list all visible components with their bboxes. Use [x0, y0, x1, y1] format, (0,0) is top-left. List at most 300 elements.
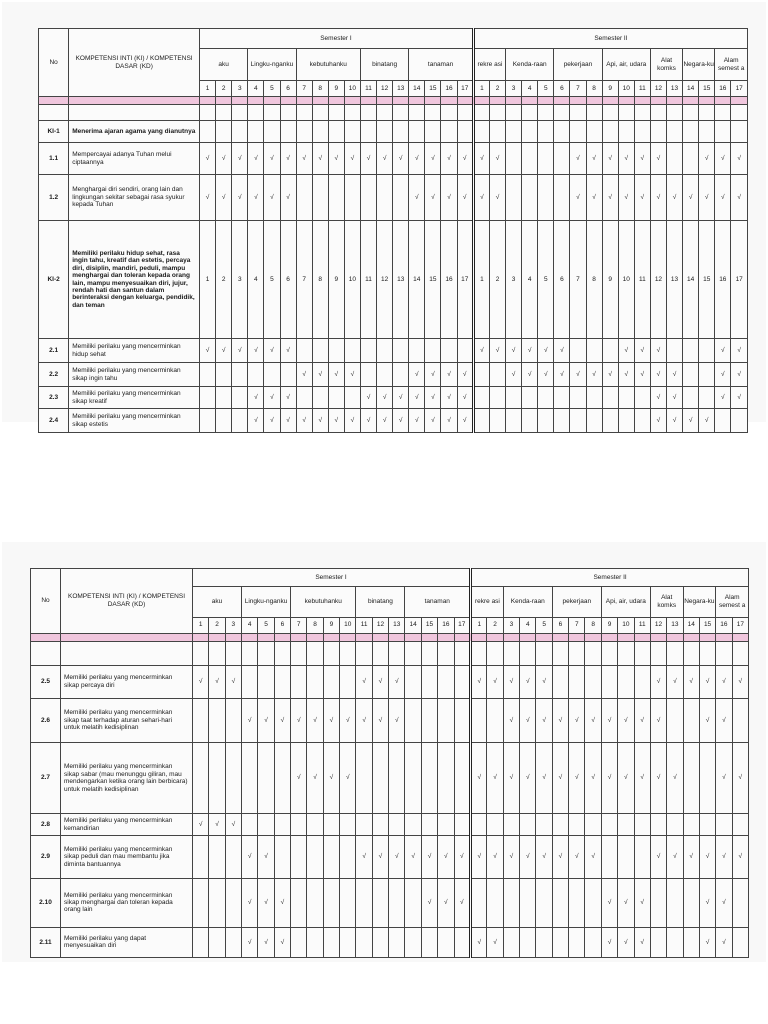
checkmark-cell: √ [280, 175, 296, 221]
checkmark-cell: √ [389, 666, 405, 698]
checkmark-cell: √ [216, 143, 232, 175]
week-number-header: 5 [258, 617, 274, 633]
empty-cell [634, 409, 650, 433]
checkmark-cell: √ [732, 666, 749, 698]
theme-header: rekre asi [471, 587, 504, 617]
checkmark-cell: √ [264, 175, 280, 221]
checkmark-cell: √ [280, 143, 296, 175]
checkmark-cell: √ [570, 143, 586, 175]
competency-number: 2.3 [39, 387, 69, 409]
competency-description: Memiliki perilaku yang mencerminkan sikap percaya diri [61, 666, 193, 698]
empty-cell [601, 666, 617, 698]
empty-cell [570, 409, 586, 433]
checkmark-cell: √ [421, 878, 437, 927]
checkmark-cell: √ [409, 175, 425, 221]
empty-cell [554, 409, 570, 433]
empty-cell [225, 698, 241, 743]
theme-header: rekre asi [473, 49, 505, 81]
checkmark-cell: √ [307, 698, 323, 743]
checkmark-cell: √ [409, 143, 425, 175]
week-number-cell: 16 [441, 221, 457, 339]
checkmark-cell: √ [715, 387, 731, 409]
week-number-header: 13 [389, 617, 405, 633]
checkmark-cell: √ [699, 409, 715, 433]
empty-cell [473, 409, 489, 433]
theme-header: binatang [356, 587, 405, 617]
week-number-cell: 13 [666, 221, 682, 339]
week-number-cell: 1 [473, 221, 489, 339]
week-number-header: 13 [393, 81, 409, 97]
blank-row [39, 105, 748, 121]
empty-cell [312, 339, 328, 363]
empty-cell [216, 121, 232, 143]
empty-cell [585, 666, 601, 698]
checkmark-cell: √ [634, 339, 650, 363]
checkmark-cell: √ [248, 409, 264, 433]
empty-cell [307, 878, 323, 927]
empty-cell [340, 878, 356, 927]
empty-cell [520, 814, 536, 836]
empty-cell [585, 814, 601, 836]
week-number-header: 13 [667, 617, 683, 633]
empty-cell [522, 175, 538, 221]
checkmark-cell: √ [360, 143, 376, 175]
checkmark-cell: √ [409, 363, 425, 387]
empty-cell [372, 878, 388, 927]
checkmark-cell: √ [503, 666, 519, 698]
empty-cell [377, 363, 393, 387]
empty-cell [683, 743, 699, 814]
empty-cell [393, 175, 409, 221]
empty-cell [344, 121, 360, 143]
week-number-cell: 14 [683, 221, 699, 339]
empty-cell [471, 698, 487, 743]
checkmark-cell: √ [425, 363, 441, 387]
checkmark-cell: √ [344, 363, 360, 387]
empty-cell [699, 363, 715, 387]
empty-cell [296, 339, 312, 363]
empty-cell [328, 339, 344, 363]
empty-cell [372, 927, 388, 957]
checkmark-cell: √ [296, 409, 312, 433]
empty-cell [471, 814, 487, 836]
checkmark-cell: √ [586, 175, 602, 221]
competency-number: 2.11 [31, 927, 61, 957]
week-number-header: 2 [216, 81, 232, 97]
week-number-cell: 6 [554, 221, 570, 339]
empty-cell [409, 339, 425, 363]
empty-cell [618, 814, 634, 836]
week-number-header: 14 [409, 81, 425, 97]
empty-cell [291, 666, 307, 698]
week-number-cell: 8 [312, 221, 328, 339]
week-number-header: 7 [570, 81, 586, 97]
week-number-header: 17 [731, 81, 748, 97]
checkmark-cell: √ [340, 743, 356, 814]
week-number-header: 11 [360, 81, 376, 97]
checkmark-cell: √ [538, 363, 554, 387]
empty-cell [650, 814, 666, 836]
checkmark-cell: √ [650, 387, 666, 409]
week-number-header: 8 [312, 81, 328, 97]
empty-cell [536, 878, 552, 927]
empty-cell [377, 121, 393, 143]
checkmark-cell: √ [441, 387, 457, 409]
week-number-header: 2 [489, 81, 505, 97]
empty-cell [405, 743, 421, 814]
week-number-header: 7 [296, 81, 312, 97]
empty-cell [503, 878, 519, 927]
checkmark-cell: √ [258, 927, 274, 957]
week-number-header: 7 [569, 617, 585, 633]
checkmark-cell: √ [731, 363, 748, 387]
empty-cell [312, 121, 328, 143]
checkmark-cell: √ [650, 363, 666, 387]
empty-cell [618, 836, 634, 879]
checkmark-cell: √ [471, 836, 487, 879]
empty-cell [602, 339, 618, 363]
checkmark-cell: √ [473, 143, 489, 175]
empty-cell [209, 836, 225, 879]
empty-cell [586, 387, 602, 409]
empty-cell [585, 927, 601, 957]
empty-cell [667, 814, 683, 836]
checkmark-cell: √ [634, 143, 650, 175]
checkmark-cell: √ [699, 143, 715, 175]
checkmark-cell: √ [312, 409, 328, 433]
checkmark-cell: √ [601, 743, 617, 814]
empty-cell [538, 387, 554, 409]
checkmark-cell: √ [457, 387, 473, 409]
empty-cell [405, 666, 421, 698]
empty-cell [506, 387, 522, 409]
theme-header: kebutuhanku [296, 49, 360, 81]
empty-cell [569, 927, 585, 957]
checkmark-cell: √ [731, 175, 748, 221]
highlight-row [31, 633, 749, 641]
empty-cell [618, 666, 634, 698]
empty-cell [405, 927, 421, 957]
empty-cell [552, 878, 568, 927]
competency-number: 2.8 [31, 814, 61, 836]
week-number-header: 16 [441, 81, 457, 97]
checkmark-cell: √ [487, 836, 503, 879]
checkmark-cell: √ [536, 836, 552, 879]
empty-cell [522, 387, 538, 409]
empty-cell [602, 409, 618, 433]
empty-cell [666, 143, 682, 175]
week-number-header: 7 [291, 617, 307, 633]
week-number-header: 11 [634, 81, 650, 97]
competency-row [39, 143, 748, 175]
week-number-cell: 9 [602, 221, 618, 339]
empty-cell [487, 698, 503, 743]
checkmark-cell: √ [441, 143, 457, 175]
empty-cell [683, 363, 699, 387]
checkmark-cell: √ [209, 814, 225, 836]
competency-description: Memiliki perilaku yang mencerminkan sikap menghargai dan toleran kepada orang lain [61, 878, 193, 927]
week-number-header: 15 [425, 81, 441, 97]
empty-cell [232, 363, 248, 387]
week-number-cell: 3 [232, 221, 248, 339]
checkmark-cell: √ [425, 143, 441, 175]
competency-description: Menghargai diri sendiri, orang lain dan lingkungan sekitar sebagai rasa syukur kepada Tuhan [69, 175, 200, 221]
checkmark-cell: √ [634, 743, 650, 814]
empty-cell [732, 698, 749, 743]
empty-cell [634, 121, 650, 143]
empty-cell [372, 814, 388, 836]
week-number-header: 17 [454, 617, 471, 633]
checkmark-cell: √ [503, 836, 519, 879]
empty-cell [683, 143, 699, 175]
empty-cell [296, 121, 312, 143]
empty-cell [732, 927, 749, 957]
empty-cell [393, 339, 409, 363]
checkmark-cell: √ [473, 339, 489, 363]
empty-cell [200, 121, 216, 143]
empty-cell [274, 666, 290, 698]
checkmark-cell: √ [536, 743, 552, 814]
week-number-header: 3 [506, 81, 522, 97]
checkmark-cell: √ [520, 698, 536, 743]
checkmark-cell: √ [666, 175, 682, 221]
checkmark-cell: √ [438, 836, 454, 879]
empty-cell [193, 743, 209, 814]
competency-description: Memiliki perilaku yang mencerminkan sikap sabar (mau menunggu giliran, mau mendengarkan ketika orang lain berbicara) untuk melatih kedisiplinan [61, 743, 193, 814]
competency-row [39, 339, 748, 363]
empty-cell [602, 387, 618, 409]
checkmark-cell: √ [634, 927, 650, 957]
theme-header: Lingku-nganku [248, 49, 296, 81]
empty-cell [209, 698, 225, 743]
checkmark-cell: √ [216, 339, 232, 363]
empty-cell [389, 878, 405, 927]
empty-cell [242, 666, 258, 698]
empty-cell [216, 363, 232, 387]
empty-cell [389, 814, 405, 836]
empty-cell [421, 814, 437, 836]
checkmark-cell: √ [618, 927, 634, 957]
empty-cell [372, 743, 388, 814]
checkmark-cell: √ [715, 363, 731, 387]
week-number-header: 6 [274, 617, 290, 633]
checkmark-cell: √ [425, 175, 441, 221]
week-number-header: 1 [200, 81, 216, 97]
week-number-header: 17 [457, 81, 473, 97]
empty-cell [328, 387, 344, 409]
theme-header: Alam semest a [716, 587, 749, 617]
empty-cell [344, 387, 360, 409]
semester-2-header: Semester II [471, 569, 749, 587]
checkmark-cell: √ [487, 927, 503, 957]
competency-row [39, 387, 748, 409]
empty-cell [438, 743, 454, 814]
checkmark-cell: √ [569, 698, 585, 743]
checkmark-cell: √ [586, 363, 602, 387]
theme-header: Negara-ku [683, 49, 715, 81]
checkmark-cell: √ [650, 175, 666, 221]
week-number-header: 9 [328, 81, 344, 97]
week-number-cell: 15 [699, 221, 715, 339]
checkmark-cell: √ [683, 666, 699, 698]
empty-cell [569, 666, 585, 698]
empty-cell [538, 409, 554, 433]
checkmark-cell: √ [471, 927, 487, 957]
empty-cell [232, 387, 248, 409]
checkmark-cell: √ [503, 698, 519, 743]
checkmark-cell: √ [650, 698, 666, 743]
week-number-cell: 8 [586, 221, 602, 339]
week-number-cell: 16 [715, 221, 731, 339]
checkmark-cell: √ [731, 387, 748, 409]
competency-number: 1.1 [39, 143, 69, 175]
empty-cell [634, 814, 650, 836]
empty-cell [667, 698, 683, 743]
empty-cell [473, 121, 489, 143]
checkmark-cell: √ [274, 878, 290, 927]
checkmark-cell: √ [457, 175, 473, 221]
checkmark-cell: √ [372, 698, 388, 743]
empty-cell [570, 387, 586, 409]
week-number-cell: 2 [216, 221, 232, 339]
checkmark-cell: √ [552, 836, 568, 879]
checkmark-cell: √ [554, 363, 570, 387]
empty-cell [425, 339, 441, 363]
checkmark-cell: √ [323, 743, 339, 814]
checkmark-cell: √ [209, 666, 225, 698]
week-number-cell: 4 [522, 221, 538, 339]
checkmark-cell: √ [200, 143, 216, 175]
competency-number: 2.9 [31, 836, 61, 879]
checkmark-cell: √ [716, 836, 732, 879]
week-number-cell: 10 [618, 221, 634, 339]
checkmark-cell: √ [377, 409, 393, 433]
empty-cell [683, 121, 699, 143]
week-number-header: 4 [248, 81, 264, 97]
checkmark-cell: √ [489, 339, 505, 363]
competency-description: Menerima ajaran agama yang dianutnya [69, 121, 200, 143]
week-number-cell: 5 [538, 221, 554, 339]
checkmark-cell: √ [274, 927, 290, 957]
competency-number: 2.10 [31, 878, 61, 927]
empty-cell [280, 363, 296, 387]
empty-cell [506, 409, 522, 433]
empty-cell [586, 339, 602, 363]
checkmark-cell: √ [715, 143, 731, 175]
empty-cell [454, 927, 471, 957]
week-number-cell: 7 [570, 221, 586, 339]
empty-cell [715, 409, 731, 433]
competency-number: 2.2 [39, 363, 69, 387]
week-number-header: 1 [193, 617, 209, 633]
empty-cell [716, 814, 732, 836]
checkmark-cell: √ [471, 743, 487, 814]
checkmark-cell: √ [602, 143, 618, 175]
empty-cell [209, 878, 225, 927]
competency-row [31, 878, 749, 927]
empty-cell [323, 666, 339, 698]
competency-description: Memiliki perilaku yang mencerminkan sikap taat terhadap aturan sehari-hari untuk melatih kedisiplinan [61, 698, 193, 743]
empty-cell [307, 927, 323, 957]
checkmark-cell: √ [274, 698, 290, 743]
theme-header: tanaman [409, 49, 474, 81]
column-header-competency: KOMPETENSI INTI (KI) / KOMPETENSI DASAR (KD) [61, 569, 193, 634]
week-number-header: 11 [356, 617, 372, 633]
empty-cell [438, 666, 454, 698]
empty-cell [258, 814, 274, 836]
week-number-header: 15 [699, 617, 715, 633]
checkmark-cell: √ [441, 175, 457, 221]
competency-table-page-2 [30, 568, 749, 958]
curriculum-sheet-page-2 [2, 542, 766, 962]
empty-cell [264, 363, 280, 387]
competency-number: KI-1 [39, 121, 69, 143]
empty-cell [457, 121, 473, 143]
checkmark-cell: √ [618, 878, 634, 927]
competency-number: 1.2 [39, 175, 69, 221]
checkmark-cell: √ [264, 409, 280, 433]
checkmark-cell: √ [242, 878, 258, 927]
competency-number: 2.1 [39, 339, 69, 363]
week-number-header: 10 [340, 617, 356, 633]
checkmark-cell: √ [328, 143, 344, 175]
empty-cell [323, 836, 339, 879]
empty-cell [715, 121, 731, 143]
checkmark-cell: √ [242, 698, 258, 743]
checkmark-cell: √ [538, 339, 554, 363]
checkmark-cell: √ [356, 666, 372, 698]
week-number-header: 3 [232, 81, 248, 97]
checkmark-cell: √ [471, 666, 487, 698]
empty-cell [618, 121, 634, 143]
theme-header: Lingku-nganku [242, 587, 291, 617]
empty-cell [323, 927, 339, 957]
checkmark-cell: √ [258, 698, 274, 743]
checkmark-cell: √ [699, 878, 715, 927]
empty-cell [393, 121, 409, 143]
week-number-header: 4 [242, 617, 258, 633]
checkmark-cell: √ [552, 743, 568, 814]
blank-row [31, 641, 749, 665]
empty-cell [602, 121, 618, 143]
week-number-header: 6 [552, 617, 568, 633]
competency-number: 2.6 [31, 698, 61, 743]
checkmark-cell: √ [291, 743, 307, 814]
empty-cell [699, 743, 715, 814]
column-header-no: No [39, 29, 69, 97]
empty-cell [699, 121, 715, 143]
checkmark-cell: √ [732, 836, 749, 879]
empty-cell [242, 814, 258, 836]
week-number-cell: 4 [248, 221, 264, 339]
empty-cell [586, 121, 602, 143]
checkmark-cell: √ [344, 409, 360, 433]
empty-cell [650, 878, 666, 927]
empty-cell [264, 121, 280, 143]
empty-cell [487, 878, 503, 927]
competency-description: Memiliki perilaku yang mencerminkan hidup sehat [69, 339, 200, 363]
checkmark-cell: √ [699, 927, 715, 957]
empty-cell [650, 927, 666, 957]
checkmark-cell: √ [454, 836, 471, 879]
checkmark-cell: √ [307, 743, 323, 814]
empty-cell [389, 743, 405, 814]
checkmark-cell: √ [360, 409, 376, 433]
empty-cell [312, 175, 328, 221]
column-header-no: No [31, 569, 61, 634]
competency-row [39, 175, 748, 221]
empty-cell [360, 121, 376, 143]
